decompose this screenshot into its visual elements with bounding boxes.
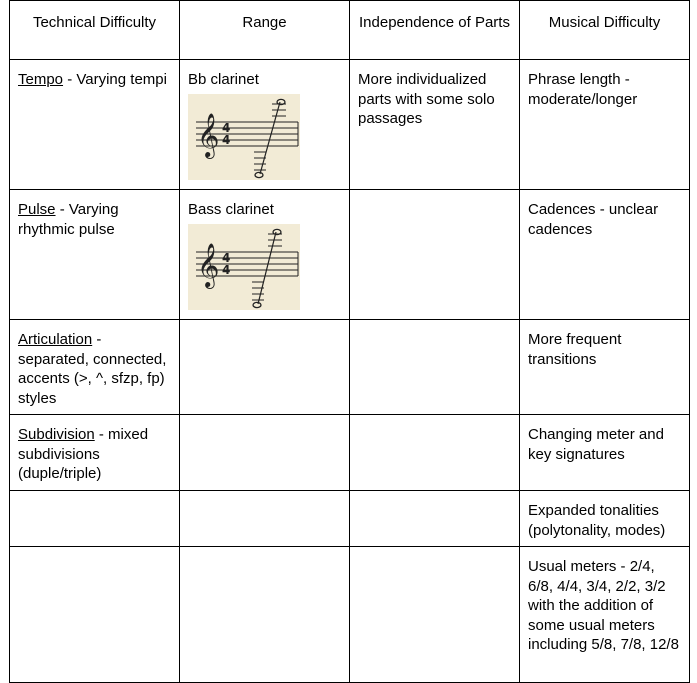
range-cell: [180, 60, 350, 190]
table-row: [10, 190, 690, 320]
header-technical-difficulty: Technical Difficulty: [10, 1, 180, 60]
table-row: [10, 491, 690, 547]
table-row: [10, 415, 690, 491]
independence-cell: [350, 320, 520, 415]
technical-detail: - separated, connected, accents (>, ^, sfzp, fp) styles: [18, 331, 167, 407]
table-row: [10, 320, 690, 415]
technical-cell: [10, 491, 180, 547]
svg-text:4: 4: [222, 120, 231, 135]
musical-cell: Expanded tonalities (polytonality, modes): [520, 491, 690, 547]
svg-text:𝄞: 𝄞: [197, 112, 220, 157]
svg-text:4: 4: [222, 262, 231, 277]
musical-cell: Changing meter and key signatures: [520, 415, 690, 491]
technical-topic: Articulation: [18, 331, 93, 348]
difficulty-table: [9, 0, 690, 683]
musical-cell: Cadences - unclear cadences: [520, 190, 690, 320]
header-independence-of-parts: Independence of Parts: [350, 1, 520, 60]
technical-cell: [10, 547, 180, 683]
technical-topic: Subdivision: [18, 426, 95, 443]
header-range: Range: [180, 1, 350, 60]
table-row: [10, 547, 690, 683]
independence-cell: More individualized parts with some solo passages: [350, 60, 520, 190]
technical-topic: Pulse: [18, 201, 56, 218]
technical-detail: - Varying tempi: [63, 71, 167, 88]
technical-topic: Tempo: [18, 71, 64, 88]
range-cell: [180, 491, 350, 547]
technical-cell: [10, 190, 180, 320]
independence-cell: [350, 415, 520, 491]
table-row: [10, 60, 690, 190]
independence-cell: [350, 547, 520, 683]
range-cell: [180, 415, 350, 491]
musical-cell: Phrase length - moderate/longer: [520, 60, 690, 190]
technical-detail: - Varying rhythmic pulse: [18, 201, 119, 238]
range-label: Bb clarinet: [188, 71, 259, 88]
treble-clef-staff-range-icon: [188, 94, 300, 180]
treble-clef-staff-range-icon: [188, 224, 300, 310]
independence-cell: [350, 190, 520, 320]
header-row: [10, 1, 690, 60]
svg-text:4: 4: [222, 250, 231, 265]
technical-cell: [10, 415, 180, 491]
musical-cell: More frequent transitions: [520, 320, 690, 415]
range-label: Bass clarinet: [188, 201, 274, 218]
header-musical-difficulty: Musical Difficulty: [520, 1, 690, 60]
range-cell: [180, 320, 350, 415]
svg-text:𝄞: 𝄞: [197, 242, 220, 287]
technical-detail: - mixed subdivisions (duple/triple): [18, 426, 149, 482]
svg-text:4: 4: [222, 132, 231, 147]
technical-cell: [10, 320, 180, 415]
technical-cell: [10, 60, 180, 190]
musical-cell: Usual meters - 2/4, 6/8, 4/4, 3/4, 2/2, 3/2 with the addition of some usual meters including 5/8, 7/8, 12/8: [520, 547, 690, 683]
range-cell: [180, 190, 350, 320]
independence-cell: [350, 491, 520, 547]
range-cell: [180, 547, 350, 683]
